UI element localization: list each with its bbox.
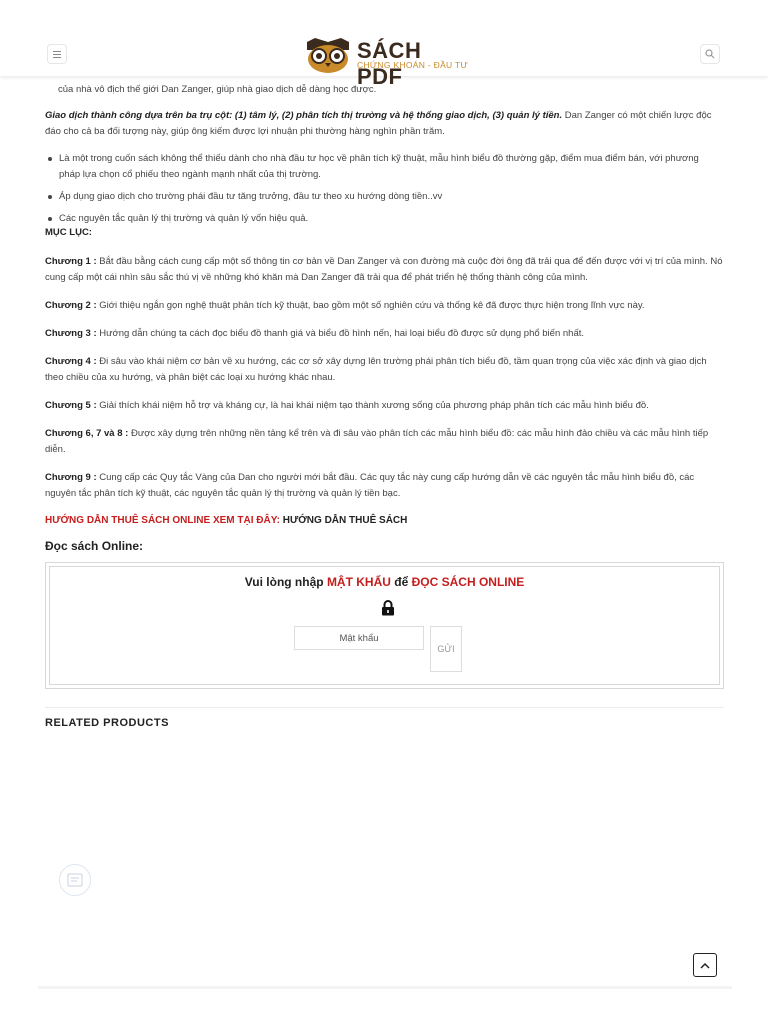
title-highlight: MẬT KHẨU: [326, 575, 391, 589]
search-icon: [705, 49, 715, 59]
submit-password-button[interactable]: GỬI: [430, 626, 462, 672]
password-form-title: [50, 575, 719, 589]
password-input[interactable]: [294, 626, 424, 650]
lock-icon: [381, 600, 395, 616]
back-to-top-button[interactable]: [693, 953, 717, 977]
chapter-4: [45, 354, 725, 386]
list-item: Áp dụng giao dịch cho trường phái đầu tư tăng trưởng, đầu tư theo xu hướng dòng tiền..vv: [45, 189, 715, 205]
chevron-up-icon: [700, 962, 710, 969]
toc-heading: MỤC LỤC:: [45, 227, 92, 238]
chapter-3: [45, 326, 725, 342]
chapter-9: [45, 470, 725, 502]
chapter-text: Bắt đầu bằng cách cung cấp một số thông tin cơ bản về Dan Zanger và con đường mà cuộc đời ông đã trải qua để đến được với vị trí của mình. Nó cung cấp một cái nhìn sâu sắc thú vị về những khó khăn mà Dan Zanger đã trải qua để phát triển hệ thống thành công của mình.: [45, 256, 723, 283]
chapter-label: Chương 9 :: [45, 472, 97, 483]
intro-text: Dan Zanger có một chiến lược độc đáo cho cả ba đối tượng này, giúp ông kiếm được lợi nhuận phi thường hàng nghìn phần trăm.: [45, 110, 712, 137]
book-icon: [66, 872, 84, 888]
chapter-text: Hướng dẫn chúng ta cách đọc biểu đồ thanh giá và biểu đồ hình nến, hai loại biểu đồ được sử dụng phổ biến nhất.: [96, 328, 585, 339]
menu-button[interactable]: [47, 44, 67, 64]
read-online-heading: Đọc sách Online:: [45, 539, 144, 553]
chapter-2: [45, 298, 725, 314]
site-logo[interactable]: [303, 36, 473, 89]
chapter-6-8: [45, 426, 725, 458]
chapter-label: Chương 4 :: [45, 356, 97, 367]
chapter-text: Đi sâu vào khái niệm cơ bản về xu hướng, các cơ sở xây dựng lên trường phái phân tích biểu đồ, tầm quan trọng của việc xác định và giao dịch theo chiều của xu hướng, và phân biệt các loại xu hướng khác nhau.: [45, 356, 707, 383]
search-button[interactable]: [700, 44, 720, 64]
title-highlight: ĐỌC SÁCH ONLINE: [411, 575, 525, 589]
chapter-text: Giải thích khái niệm hỗ trợ và kháng cự, là hai khái niệm tạo thành xương sống của phương pháp phân tích các mẫu hình biểu đồ.: [96, 400, 649, 411]
rent-guide-link[interactable]: HƯỚNG DẪN THUÊ SÁCH: [279, 515, 408, 526]
chapter-1: [45, 254, 725, 286]
chapter-label: Chương 5 :: [45, 400, 97, 411]
article-cut-line: của nhà vô địch thế giới Dan Zanger, giúp nhà giao dịch dễ dàng học được.: [58, 84, 377, 95]
rent-guide-label: HƯỚNG DẪN THUÊ SÁCH ONLINE XEM TẠI ĐÂY:: [45, 515, 280, 526]
chapter-text: Giới thiệu ngắn gọn nghệ thuật phân tích kỹ thuật, bao gồm một số nghiên cứu và thống kê đã được thực hiện trong lĩnh vực này.: [96, 300, 645, 311]
password-form: [45, 562, 724, 689]
chapter-5: [45, 398, 725, 414]
owl-logo-icon: [303, 36, 353, 74]
rent-guide: [45, 515, 407, 526]
related-products-heading: RELATED PRODUCTS: [45, 717, 169, 729]
brand-name: SÁCH PDF: [357, 38, 422, 89]
feature-list: [45, 151, 715, 233]
article-intro: [45, 108, 715, 140]
chapter-text: Được xây dựng trên những nền tảng kể trên và đi sâu vào phân tích các mẫu hình biểu đồ: các mẫu hình đảo chiều và các mẫu hình tiếp diễn.: [45, 428, 709, 455]
list-item: Các nguyên tắc quản lý thị trường và quản lý vốn hiệu quả.: [45, 211, 715, 227]
footer-divider: [38, 986, 732, 989]
loading-placeholder: [59, 864, 91, 896]
brand-tagline: CHỨNG KHOÁN - ĐẦU TƯ: [357, 60, 469, 70]
list-item: Là một trong cuốn sách không thể thiếu dành cho nhà đầu tư học về phân tích kỹ thuật, mẫu hình biểu đồ thường gặp, điểm mua điểm bán, với phương pháp lựa chọn cổ phiếu theo ngành mạnh nhất của thị trường.: [45, 151, 715, 183]
intro-emphasis: Giao dịch thành công dựa trên ba trụ cột: (1) tâm lý, (2) phân tích thị trường và hệ thống giao dịch, (3) quản lý tiền.: [45, 110, 563, 121]
chapter-label: Chương 1 :: [45, 256, 97, 267]
chapter-label: Chương 3 :: [45, 328, 97, 339]
hamburger-icon: [53, 54, 61, 55]
section-divider: [45, 707, 724, 708]
chapter-label: Chương 2 :: [45, 300, 97, 311]
chapter-text: Cung cấp các Quy tắc Vàng của Dan cho người mới bắt đầu. Các quy tắc này cung cấp hướng dẫn về các nguyên tắc mẫu hình biểu đồ, các nguyên tắc phân tích kỹ thuật, các nguyên tắc quản lý thị trường và quản lý tiền bạc.: [45, 472, 695, 499]
title-text: để: [390, 575, 412, 589]
site-header: [0, 0, 768, 89]
chapter-label: Chương 6, 7 và 8 :: [45, 428, 129, 439]
title-text: Vui lòng nhập: [244, 575, 327, 589]
